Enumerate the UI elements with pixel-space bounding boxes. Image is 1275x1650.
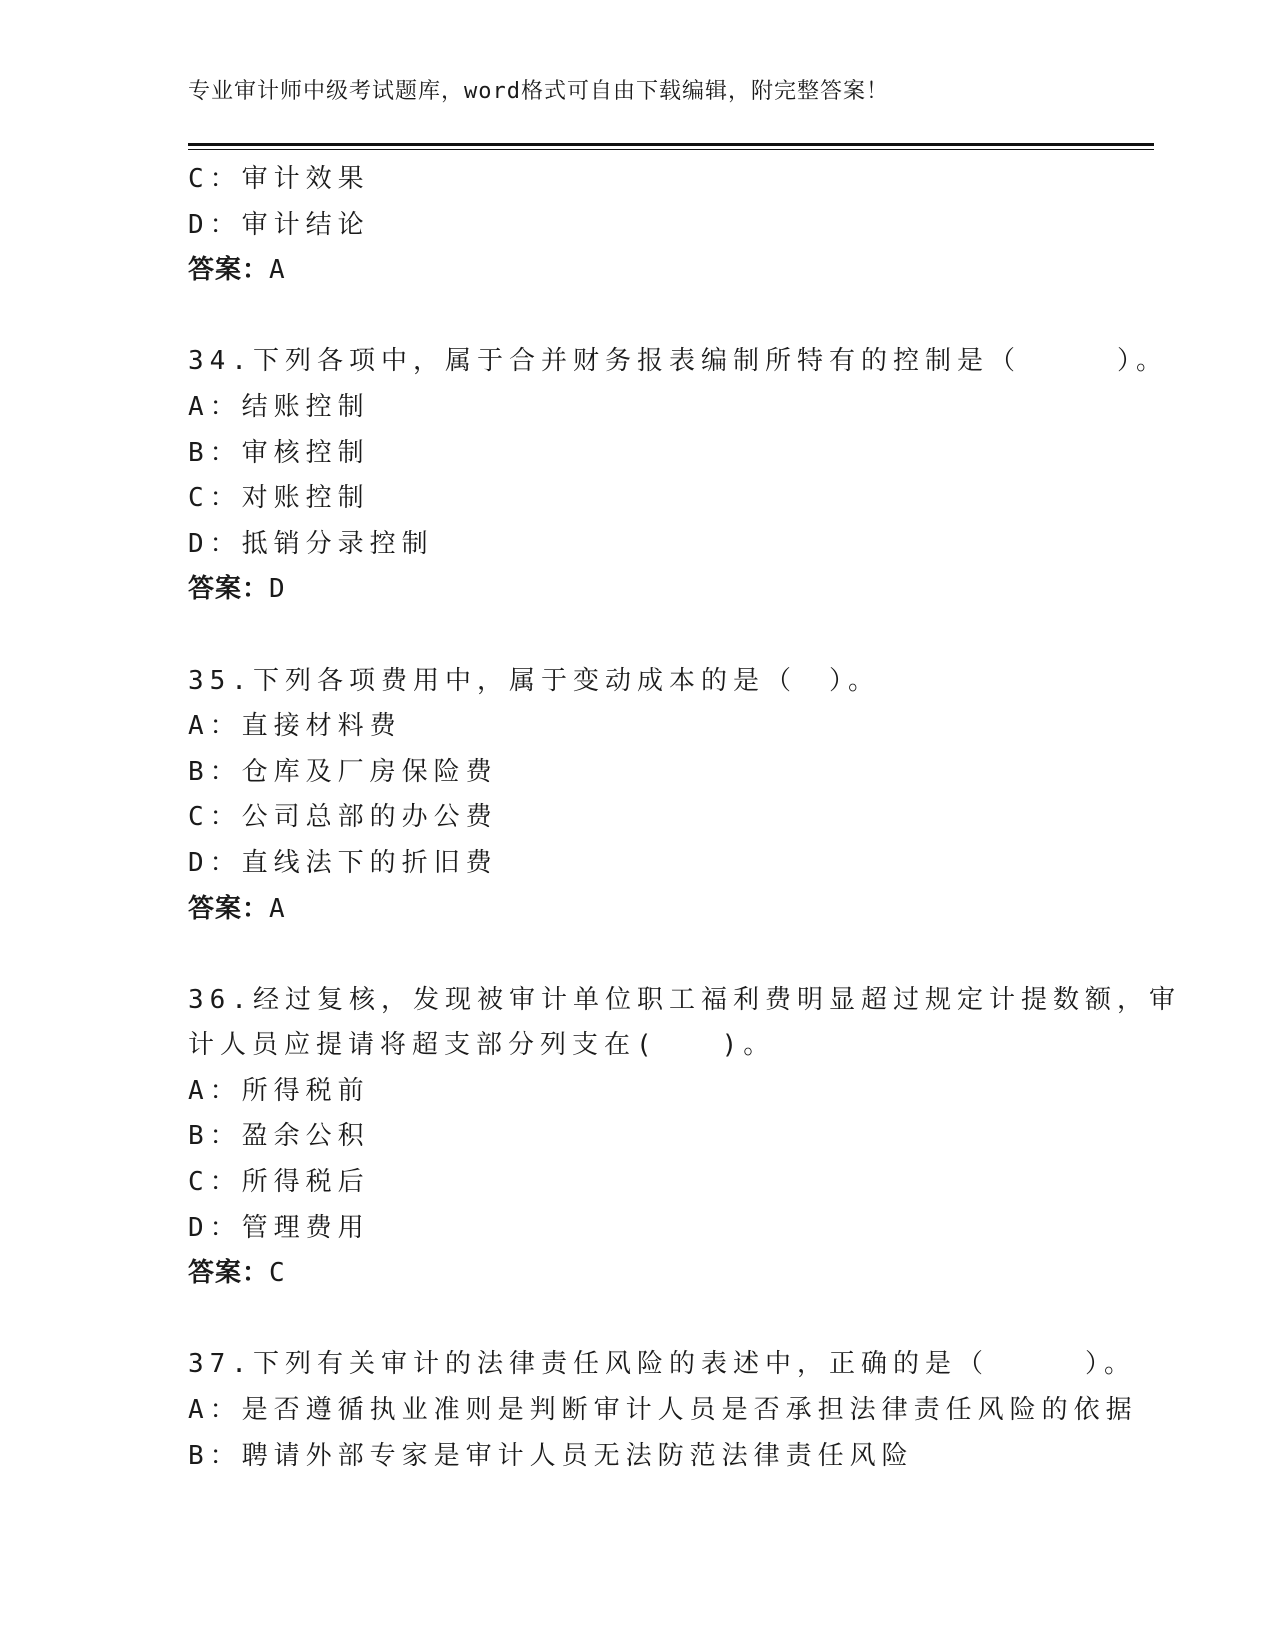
document-body bbox=[188, 157, 1181, 1479]
option-a: A：直接材料费 bbox=[188, 711, 402, 742]
answer-label: 答案： bbox=[188, 255, 270, 286]
option-c: C：审计效果 bbox=[188, 164, 370, 194]
answer-value: C bbox=[269, 1258, 286, 1289]
question-stem-line-1: 36.经过复核，发现被审计单位职工福利费明显超过规定计提数额，审 bbox=[188, 984, 1181, 1015]
option-b: B：盈余公积 bbox=[188, 1121, 370, 1152]
option-c: C：所得税后 bbox=[188, 1167, 370, 1198]
option-d: D：直线法下的折旧费 bbox=[188, 847, 498, 878]
option-c: C：公司总部的办公费 bbox=[188, 802, 498, 833]
option-b: B：仓库及厂房保险费 bbox=[188, 756, 498, 787]
answer-label: 答案： bbox=[188, 893, 270, 924]
option-b: B：审核控制 bbox=[188, 437, 370, 468]
option-d: D：抵销分录控制 bbox=[188, 528, 434, 559]
answer-value: A bbox=[269, 255, 286, 286]
answer-label: 答案： bbox=[188, 574, 270, 605]
answer-line bbox=[188, 1251, 1088, 1297]
question-stem: 34.下列各项中，属于合并财务报表编制所特有的控制是（ ）。 bbox=[188, 346, 1168, 377]
answer-value: D bbox=[269, 574, 286, 605]
page-header: 专业审计师中级考试题库，word格式可自由下载编辑，附完整答案！ bbox=[188, 79, 889, 104]
answer-line bbox=[188, 567, 1088, 613]
question-stem: 35.下列各项费用中，属于变动成本的是（ ）。 bbox=[188, 665, 880, 696]
header-rule-thick bbox=[188, 143, 1154, 146]
option-a: A：所得税前 bbox=[188, 1075, 370, 1106]
answer-line bbox=[188, 248, 1088, 294]
question-stem-line-2: 计人员应提请将超支部分列支在( )。 bbox=[188, 1030, 776, 1061]
header-rule-thin bbox=[188, 149, 1154, 150]
option-a: A：结账控制 bbox=[188, 391, 370, 422]
option-b: B：聘请外部专家是审计人员无法防范法律责任风险 bbox=[188, 1440, 914, 1471]
question-stem: 37.下列有关审计的法律责任风险的表述中，正确的是（ ）。 bbox=[188, 1349, 1136, 1380]
answer-label: 答案： bbox=[188, 1258, 270, 1289]
option-d: D：审计结论 bbox=[188, 209, 370, 240]
option-d: D：管理费用 bbox=[188, 1212, 370, 1243]
option-c: C：对账控制 bbox=[188, 483, 370, 514]
option-a: A：是否遵循执业准则是判断审计人员是否承担法律责任风险的依据 bbox=[188, 1395, 1138, 1426]
answer-value: A bbox=[269, 893, 286, 924]
answer-line bbox=[188, 887, 1088, 933]
